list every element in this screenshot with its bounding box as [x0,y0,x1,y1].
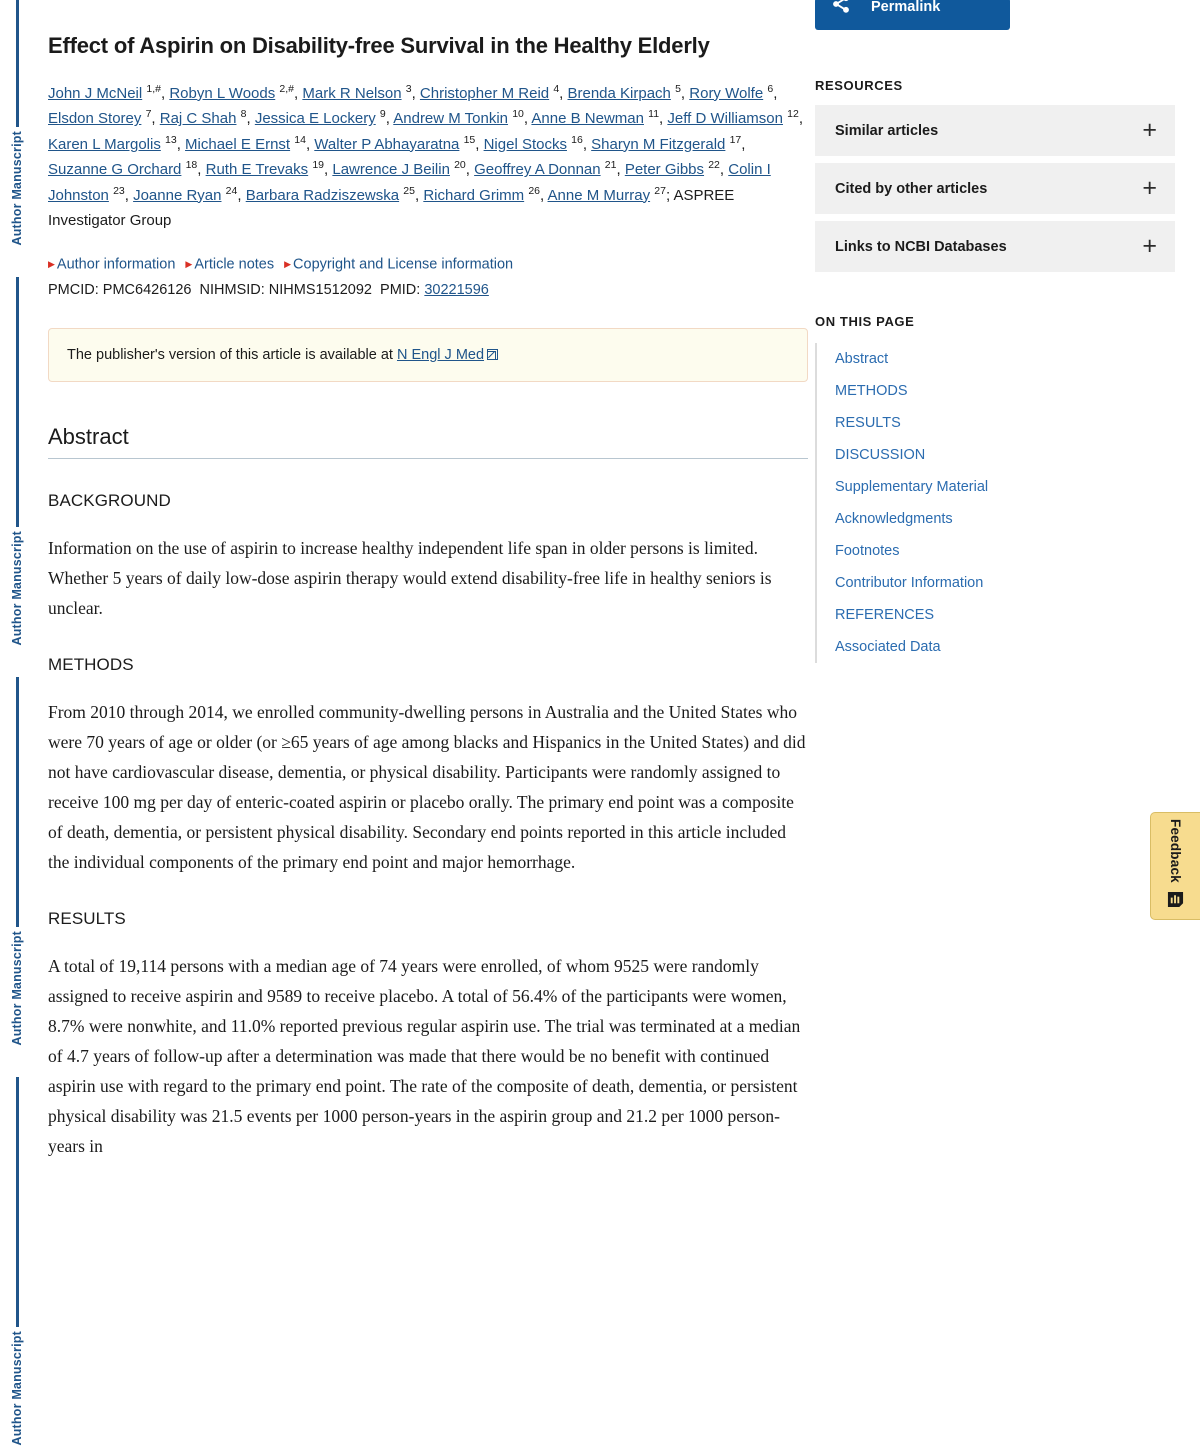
on-this-page-list [815,343,1175,663]
author-link[interactable]: Geoffrey A Donnan [474,161,600,178]
resource-accordion-label: Links to NCBI Databases [835,239,1007,255]
nihmsid-value: NIHMS1512092 [269,282,372,298]
author-list: John J McNeil $^{1,\#}$, Robyn L Woods $^{2,\#}$, Mark R Nelson $^3$, Christopher M Reid $^4$, Brenda Kirpach $^5$, Rory Wolfe $^6$, Elsdon Storey $^7$, Raj C Shah $^8$, Jessica E Lockery $^9$, Andrew M Tonkin $^{10}$, Anne B Newman $^{11}$, Jeff D Williamson $^{12}$, Karen L Margolis $^{13}$, Michael E Ernst $^{14}$, Walter P Abhayaratna $^{15}$, Nigel Stocks $^{16}$, Sharyn M Fitzgerald $^{17}$, Suzanne G Orchard $^{18}$, Ruth E Trevaks $^{19}$, Lawrence J Beilin $^{20}$, Geoffrey A Donnan $^{21}$, Peter Gibbs $^{22}$, Colin I Johnston $^{23}$, Joanne Ryan $^{24}$, Barbara Radziszewska $^{25}$, Richard Grimm $^{26}$, Anne M Murray $^{27}$; ASPREE Investigator Group [48,81,808,234]
resource-accordion-item[interactable] [815,163,1175,214]
article-main-column [48,0,808,1179]
resource-accordion-item[interactable] [815,105,1175,156]
author-affiliation-marker: 16 [571,134,583,146]
on-this-page-link[interactable]: Abstract [835,343,1175,375]
meta-disclosure-link[interactable] [48,254,175,275]
author-link[interactable]: John J McNeil [48,85,142,102]
article-sidebar [815,0,1175,663]
author-link[interactable]: Nigel Stocks [484,136,567,153]
section-heading-methods: METHODS [48,655,808,675]
author-manuscript-rail-label: Author Manuscript [10,127,24,250]
author-link[interactable]: Barbara Radziszewska [246,187,399,204]
rail-divider-line [16,1077,19,1327]
author-link[interactable]: Colin I Johnston [48,161,771,204]
on-this-page-link[interactable]: Footnotes [835,535,1175,567]
on-this-page-link[interactable]: METHODS [835,375,1175,407]
publisher-alert-text: The publisher's version of this article is available at [67,347,393,363]
author-link[interactable]: Robyn L Woods [169,85,275,102]
author-affiliation-marker: 2,# [279,83,294,95]
author-affiliation-marker: 17 [730,134,742,146]
author-link[interactable]: Peter Gibbs [625,161,704,178]
on-this-page-link[interactable]: Contributor Information [835,567,1175,599]
author-link[interactable]: Elsdon Storey [48,110,141,127]
on-this-page-link[interactable]: DISCUSSION [835,439,1175,471]
author-affiliation-marker: 5 [675,83,681,95]
author-affiliation-marker: 19 [312,159,324,171]
rail-divider-line [16,277,19,527]
author-link[interactable]: Jeff D Williamson [667,110,783,127]
author-affiliation-marker: 18 [186,159,198,171]
author-affiliation-marker: 15 [464,134,476,146]
author-link[interactable]: Michael E Ernst [185,136,290,153]
author-link[interactable]: Anne B Newman [531,110,644,127]
on-this-page-caption: ON THIS PAGE [815,314,1175,329]
author-link[interactable]: Walter P Abhayaratna [314,136,459,153]
section-body-background: Information on the use of aspirin to increase healthy independent life span in older persons is limited. Whether 5 years of daily low-dose aspirin therapy would extend disability-free life in healthy seniors is unclear. [48,533,808,623]
external-link-icon [487,349,498,360]
plus-icon[interactable]: + [1142,176,1157,201]
author-affiliation-marker: 13 [165,134,177,146]
author-affiliation-marker: 26 [528,185,540,197]
author-affiliation-marker: 23 [113,185,125,197]
pmid-link[interactable]: 30221596 [424,282,489,298]
author-link[interactable]: Ruth E Trevaks [206,161,309,178]
resource-accordion-label: Cited by other articles [835,181,987,197]
resources-list [815,105,1175,272]
author-link[interactable]: Jessica E Lockery [255,110,376,127]
rail-divider-line [16,677,19,927]
author-link[interactable]: Sharyn M Fitzgerald [591,136,725,153]
article-identifiers [48,282,808,298]
resource-accordion-item[interactable] [815,221,1175,272]
author-link[interactable]: Richard Grimm [423,187,524,204]
page-title: Effect of Aspirin on Disability-free Survival in the Healthy Elderly [48,32,808,61]
plus-icon[interactable]: + [1142,234,1157,259]
section-heading-background: BACKGROUND [48,491,808,511]
author-link[interactable]: Karen L Margolis [48,136,161,153]
article-meta-links [48,254,808,275]
author-manuscript-rail-label: Author Manuscript [10,1327,24,1450]
author-affiliation-marker: 1,# [146,83,161,95]
author-link[interactable]: Rory Wolfe [689,85,763,102]
on-this-page-link[interactable]: REFERENCES [835,599,1175,631]
meta-disclosure-label: Author information [57,256,175,272]
author-affiliation-marker: 24 [226,185,238,197]
author-link[interactable]: Anne M Murray [548,187,651,204]
pmcid-label: PMCID: [48,282,99,298]
share-icon [831,0,851,17]
meta-disclosure-link[interactable] [185,254,274,275]
author-affiliation-marker: 12 [787,108,799,120]
abstract-heading: Abstract [48,424,808,459]
author-link[interactable]: Raj C Shah [160,110,237,127]
author-manuscript-rail-column [0,0,34,1208]
investigator-group-label: ; ASPREE Investigator Group [48,187,734,230]
meta-disclosure-link[interactable] [284,254,513,275]
author-affiliation-marker: 3 [406,83,412,95]
author-affiliation-marker: 9 [380,108,386,120]
author-link[interactable]: Brenda Kirpach [568,85,671,102]
plus-icon[interactable]: + [1142,118,1157,143]
permalink-button-label: Permalink [871,0,940,15]
on-this-page-link[interactable]: Acknowledgments [835,503,1175,535]
pmcid-value: PMC6426126 [103,282,192,298]
author-link[interactable]: Lawrence J Beilin [332,161,450,178]
author-affiliation-marker: 22 [708,159,720,171]
bar-chart-icon [1167,891,1184,913]
author-link[interactable]: Suzanne G Orchard [48,161,181,178]
author-link[interactable]: Joanne Ryan [133,187,221,204]
author-affiliation-marker: 21 [605,159,617,171]
author-affiliation-marker: 25 [403,185,415,197]
section-body-methods: From 2010 through 2014, we enrolled community-dwelling persons in Australia and the United States who were 70 years of age or older (or ≥65 years of age among blacks and Hispanics in the United States) and did not have cardiovascular disease, dementia, or physical disability. Participants were randomly assigned to receive 100 mg per day of enteric-coated aspirin or placebo orally. The primary end point was a composite of death, dementia, or persistent physical disability. Secondary end points reported in this article included the individual components of the primary end point and major hemorrhage. [48,697,808,877]
on-this-page-link[interactable]: Supplementary Material [835,471,1175,503]
meta-disclosure-label: Article notes [194,256,274,272]
feedback-label: Feedback [1168,819,1183,883]
author-manuscript-rail-label: Author Manuscript [10,527,24,650]
section-heading-results: RESULTS [48,909,808,929]
on-this-page-link[interactable]: Associated Data [835,631,1175,663]
author-link[interactable]: Andrew M Tonkin [393,110,508,127]
nihmsid-label: NIHMSID: [200,282,265,298]
triangle-right-icon: ▶ [284,259,291,269]
author-affiliation-marker: 8 [241,108,247,120]
author-affiliation-marker: 27 [654,185,666,197]
publisher-version-alert [48,328,808,382]
author-affiliation-marker: 10 [512,108,524,120]
section-body-results: A total of 19,114 persons with a median age of 74 years were enrolled, of whom 9525 were randomly assigned to receive aspirin and 9589 to receive placebo. A total of 56.4% of the participants were women, 8.7% were nonwhite, and 11.0% reported previous regular aspirin use. The trial was terminated at a median of 4.7 years of follow-up after a determination was made that there would be no benefit with continued aspirin use with regard to the primary end point. The rate of the composite of death, dementia, or persistent physical disability was 21.5 events per 1000 person-years in the aspirin group and 21.2 per 1000 person-years in [48,951,808,1161]
resource-accordion-label: Similar articles [835,123,938,139]
meta-disclosure-label: Copyright and License information [293,256,513,272]
author-affiliation-marker: 6 [767,83,773,95]
pmid-label: PMID: [380,282,420,298]
triangle-right-icon: ▶ [48,259,55,269]
on-this-page-link[interactable]: RESULTS [835,407,1175,439]
permalink-button[interactable] [815,0,1010,30]
author-affiliation-marker: 20 [454,159,466,171]
author-affiliation-marker: 4 [553,83,559,95]
publisher-journal-link[interactable]: N Engl J Med [397,347,484,363]
resources-caption: RESOURCES [815,78,1175,93]
author-link[interactable]: Christopher M Reid [420,85,549,102]
feedback-tab[interactable] [1150,812,1200,920]
author-link[interactable]: Mark R Nelson [302,85,401,102]
triangle-right-icon: ▶ [185,259,192,269]
author-affiliation-marker: 11 [648,108,659,120]
author-affiliation-marker: 7 [146,108,152,120]
author-manuscript-rail-label: Author Manuscript [10,927,24,1050]
author-affiliation-marker: 14 [294,134,306,146]
rail-divider-line [16,0,19,127]
